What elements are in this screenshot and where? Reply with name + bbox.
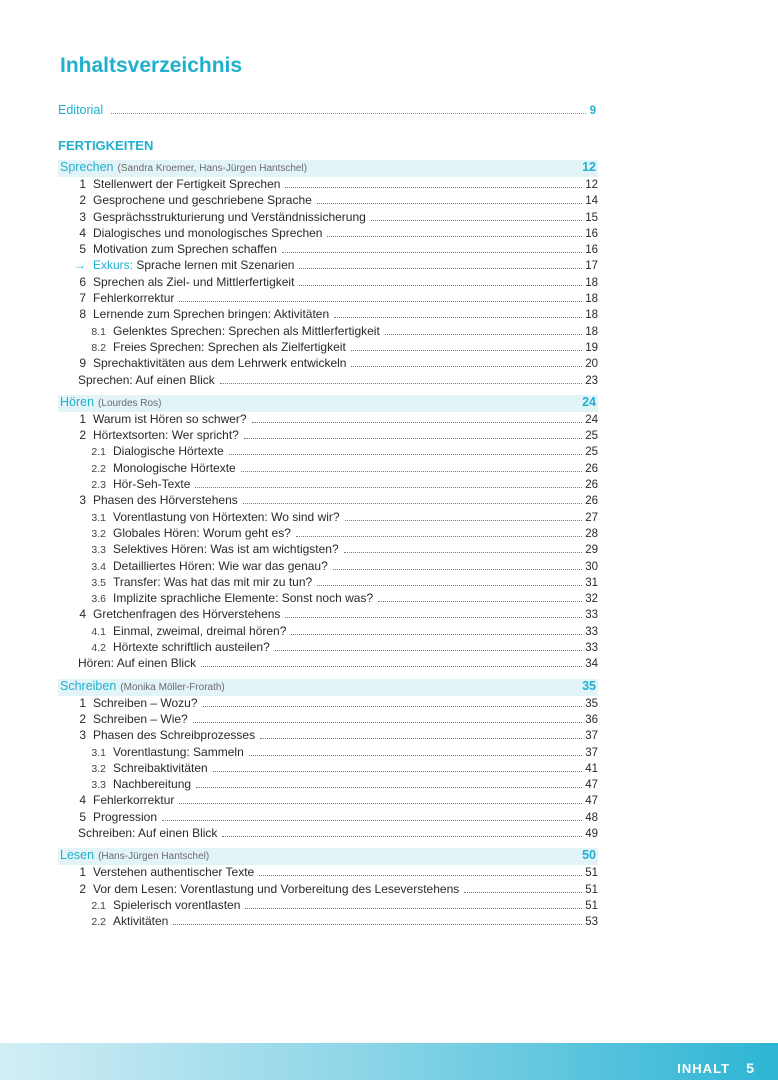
- toc-subentry[interactable]: [58, 745, 598, 761]
- dot-leader: [213, 771, 582, 772]
- toc-entry[interactable]: [58, 728, 598, 744]
- dot-leader: [275, 650, 582, 651]
- entry-page-number: 51: [585, 867, 598, 880]
- entry-label: Schreiben: Auf einen Blick: [78, 825, 218, 840]
- toc-entry[interactable]: [58, 607, 598, 623]
- entry-label: Phasen des Schreibprozesses: [93, 728, 256, 743]
- dot-leader: [162, 820, 582, 821]
- dot-leader: [229, 454, 582, 455]
- entry-number: 7: [79, 291, 86, 306]
- entry-page-number: 30: [585, 560, 598, 573]
- dot-leader: [378, 601, 582, 602]
- entry-number: 3: [79, 728, 86, 743]
- entry-number: 2: [79, 193, 86, 208]
- entry-number: 1: [79, 177, 86, 191]
- entry-number: 6: [79, 274, 86, 289]
- entry-number: 3.3: [91, 779, 106, 792]
- entry-label: Implizite sprachliche Elemente: Sonst noch was?: [113, 591, 374, 606]
- entry-number: 2.1: [91, 446, 106, 459]
- entry-number: 8: [79, 307, 86, 322]
- entry-page-number: 35: [585, 697, 598, 710]
- chapter-author: (Hans-Jürgen Hantschel): [98, 851, 210, 863]
- entry-number: 2.2: [91, 916, 106, 929]
- entry-page-number: 31: [585, 576, 598, 589]
- dot-leader: [285, 617, 582, 618]
- entry-label: Dialogische Hörtexte: [113, 444, 224, 459]
- toc-summary[interactable]: [58, 373, 598, 389]
- entry-label: Freies Sprechen: Sprechen als Zielfertigkeit: [113, 339, 346, 354]
- entry-number: 3.6: [91, 593, 106, 606]
- entry-number: 1: [79, 411, 86, 426]
- dot-leader: [259, 875, 582, 876]
- dot-leader: [345, 520, 583, 521]
- entry-page-number: 12: [585, 179, 598, 191]
- table-of-contents: [58, 160, 598, 930]
- entry-page-number: 47: [585, 795, 598, 808]
- dot-leader: [317, 203, 582, 204]
- entry-page-number: 33: [585, 609, 598, 622]
- section-heading: FERTIGKEITEN: [58, 138, 154, 153]
- toc-entry[interactable]: [58, 882, 598, 898]
- entry-number: 2: [79, 711, 86, 726]
- toc-entry[interactable]: [58, 177, 598, 193]
- entry-label: Aktivitäten: [113, 914, 169, 929]
- entry-number: 3.2: [91, 762, 106, 775]
- entry-label: Hör-Seh-Texte: [113, 477, 191, 492]
- entry-page-number: 53: [585, 916, 598, 929]
- chapter-heading[interactable]: [58, 160, 598, 177]
- entry-page-number: 32: [585, 593, 598, 606]
- entry-label: Detailliertes Hören: Wie war das genau?: [113, 558, 328, 573]
- toc-entry[interactable]: [58, 275, 598, 291]
- chapter-author: (Monika Möller-Frorath): [120, 681, 225, 693]
- toc-subentry[interactable]: [58, 898, 598, 914]
- entry-page-number: 20: [585, 358, 598, 371]
- dot-leader: [299, 285, 582, 286]
- dot-leader: [245, 908, 582, 909]
- entry-label: Vorentlastung von Hörtexten: Wo sind wir?: [113, 509, 340, 524]
- entry-page-number: 18: [585, 309, 598, 322]
- toc-subentry[interactable]: [58, 559, 598, 575]
- dot-leader: [351, 366, 582, 367]
- entry-page-number: 16: [585, 244, 598, 257]
- toc-entry[interactable]: [58, 493, 598, 509]
- chapter-page-number: 24: [582, 394, 596, 409]
- entry-number: 8.1: [91, 325, 106, 338]
- entry-page-number: 26: [585, 479, 598, 492]
- entry-number: 3.3: [91, 544, 106, 557]
- entry-number: 5: [79, 809, 86, 824]
- entry-page-number: 17: [585, 260, 598, 273]
- chapter-heading[interactable]: [58, 848, 598, 865]
- entry-label: Fehlerkorrektur: [93, 793, 175, 808]
- toc-subentry[interactable]: [58, 510, 598, 526]
- dot-leader: [344, 552, 583, 553]
- entry-page-number: 33: [585, 625, 598, 638]
- entry-label: Phasen des Hörverstehens: [93, 493, 238, 508]
- toc-entry[interactable]: [58, 356, 598, 372]
- entry-label: Gesprochene und geschriebene Sprache: [93, 193, 312, 208]
- entry-number: 2: [79, 881, 86, 896]
- chapter-heading[interactable]: [58, 679, 598, 696]
- entry-number: 1: [79, 865, 86, 880]
- entry-number: 3.1: [91, 511, 106, 524]
- entry-label: Sprechen: Auf einen Blick: [78, 372, 215, 387]
- entry-label: Gelenktes Sprechen: Sprechen als Mittlerfertigkeit: [113, 323, 380, 338]
- toc-subentry[interactable]: [58, 761, 598, 777]
- footer-bar: [0, 1043, 778, 1080]
- dot-leader: [334, 317, 582, 318]
- toc-excursus[interactable]: [58, 258, 598, 274]
- dot-leader: [195, 487, 582, 488]
- toc-subentry[interactable]: [58, 575, 598, 591]
- entry-number: 2.3: [91, 479, 106, 492]
- entry-number: 2: [79, 428, 86, 443]
- toc-entry[interactable]: [58, 291, 598, 307]
- dot-leader: [351, 350, 582, 351]
- chapter-page-number: 12: [582, 160, 596, 174]
- dot-leader: [333, 569, 582, 570]
- dot-leader: [299, 268, 582, 269]
- entry-number: 5: [79, 242, 86, 257]
- entry-label: Dialogisches und monologisches Sprechen: [93, 225, 323, 240]
- dot-leader: [201, 666, 582, 667]
- chapter-title: Schreiben: [60, 678, 117, 693]
- entry-page-number: 49: [585, 827, 598, 840]
- dot-leader: [285, 187, 582, 188]
- entry-number: 3.1: [91, 746, 106, 759]
- entry-label: Transfer: Was hat das mit mir zu tun?: [113, 574, 313, 589]
- entry-label: Monologische Hörtexte: [113, 460, 236, 475]
- entry-label: Nachbereitung: [113, 777, 192, 792]
- toc-subentry[interactable]: [58, 444, 598, 460]
- toc-subentry[interactable]: [58, 526, 598, 542]
- toc-subentry[interactable]: [58, 542, 598, 558]
- chapter-heading[interactable]: [58, 395, 598, 412]
- entry-label: Vorentlastung: Sammeln: [113, 744, 244, 759]
- chapter-page-number: 35: [582, 678, 596, 693]
- entry-label: Sprechaktivitäten aus dem Lehrwerk entwickeln: [93, 356, 347, 371]
- entry-page-number: 51: [585, 899, 598, 912]
- toc-subentry[interactable]: [58, 461, 598, 477]
- entry-page-number: 27: [585, 511, 598, 524]
- dot-leader: [243, 503, 582, 504]
- footer-section-label: INHALT: [677, 1061, 730, 1076]
- entry-number: 4: [79, 607, 86, 622]
- entry-label: Selektives Hören: Was ist am wichtigsten?: [113, 542, 339, 557]
- entry-number: 4: [79, 225, 86, 240]
- entry-page-number: 29: [585, 544, 598, 557]
- entry-label: Hörtextsorten: Wer spricht?: [93, 428, 239, 443]
- toc-entry[interactable]: [58, 412, 598, 428]
- entry-page-number: 18: [585, 276, 598, 289]
- entry-label: Schreiben – Wozu?: [93, 695, 198, 710]
- excursus-prefix: Exkurs:: [93, 258, 134, 273]
- entry-label: Spielerisch vorentlasten: [113, 897, 241, 912]
- toc-summary[interactable]: [58, 656, 598, 672]
- entry-page-number: 25: [585, 446, 598, 459]
- toc-entry[interactable]: [58, 307, 598, 323]
- toc-entry[interactable]: [58, 193, 598, 209]
- entry-number: 3.5: [91, 576, 106, 589]
- entry-page-number: 34: [585, 658, 598, 671]
- dot-leader: [203, 706, 583, 707]
- dot-leader: [260, 738, 582, 739]
- entry-label: Fehlerkorrektur: [93, 291, 175, 306]
- entry-page-number: 28: [585, 527, 598, 540]
- arrow-icon: →: [74, 258, 86, 273]
- entry-number: 4: [79, 793, 86, 808]
- entry-number: 1: [79, 695, 86, 710]
- entry-label: Hören: Auf einen Blick: [78, 656, 197, 671]
- entry-page-number: 14: [585, 195, 598, 208]
- editorial-label: Editorial: [58, 103, 104, 117]
- dot-leader: [317, 585, 582, 586]
- entry-number: 2.2: [91, 462, 106, 475]
- toc-entry[interactable]: [58, 810, 598, 826]
- chapter-page-number: 50: [582, 848, 596, 863]
- toc-entry[interactable]: [58, 793, 598, 809]
- toc-entry[interactable]: [58, 712, 598, 728]
- chapter-author: (Sandra Kroemer, Hans-Jürgen Hantschel): [117, 163, 308, 174]
- entry-page-number: 16: [585, 227, 598, 240]
- entry-page-number: 18: [585, 325, 598, 338]
- entry-page-number: 47: [585, 779, 598, 792]
- dot-leader: [282, 252, 582, 253]
- dot-leader: [193, 722, 582, 723]
- toc-subentry[interactable]: [58, 477, 598, 493]
- entry-label: [93, 258, 294, 272]
- entry-page-number: 26: [585, 495, 598, 508]
- entry-page-number: 18: [585, 293, 598, 306]
- entry-label: Globales Hören: Worum geht es?: [113, 525, 291, 540]
- dot-leader: [111, 113, 585, 114]
- toc-subentry[interactable]: [58, 340, 598, 356]
- entry-label: Lernende zum Sprechen bringen: Aktivitäten: [93, 307, 330, 322]
- dot-leader: [327, 236, 582, 237]
- dot-leader: [179, 301, 582, 302]
- entry-label: Progression: [93, 809, 158, 824]
- entry-number: 3.2: [91, 527, 106, 540]
- excursus-title: Sprache lernen mit Szenarien: [136, 258, 295, 273]
- entry-number: 3: [79, 493, 86, 508]
- entry-page-number: 19: [585, 341, 598, 354]
- entry-page-number: 36: [585, 713, 598, 726]
- chapter-title: Hören: [60, 394, 95, 409]
- dot-leader: [241, 471, 582, 472]
- dot-leader: [244, 438, 582, 439]
- toc-subentry[interactable]: [58, 624, 598, 640]
- dot-leader: [222, 836, 582, 837]
- dot-leader: [291, 634, 582, 635]
- entry-label: Vor dem Lesen: Vorentlastung und Vorbereitung des Leseverstehens: [93, 881, 460, 896]
- entry-number: 8.2: [91, 341, 106, 354]
- entry-number: 4.1: [91, 625, 106, 638]
- entry-page-number: 41: [585, 762, 598, 775]
- footer-page-number: 5: [746, 1060, 754, 1076]
- entry-page-number: 51: [585, 883, 598, 896]
- entry-number: 2.1: [91, 899, 106, 912]
- dot-leader: [296, 536, 582, 537]
- toc-subentry[interactable]: [58, 914, 598, 930]
- dot-leader: [220, 383, 582, 384]
- entry-label: Gretchenfragen des Hörverstehens: [93, 607, 281, 622]
- entry-page-number: 23: [585, 374, 598, 387]
- entry-number: 9: [79, 356, 86, 371]
- chapter-title: Lesen: [60, 848, 95, 863]
- toc-summary[interactable]: [58, 826, 598, 842]
- toc-entry[interactable]: [58, 242, 598, 258]
- dot-leader: [249, 755, 582, 756]
- dot-leader: [464, 892, 582, 893]
- entry-page-number: 24: [585, 413, 598, 426]
- entry-label: Schreibaktivitäten: [113, 760, 208, 775]
- chapter-author: (Lourdes Ros): [98, 397, 162, 409]
- entry-label: Verstehen authentischer Texte: [93, 865, 255, 880]
- toc-entry[interactable]: [58, 226, 598, 242]
- entry-page-number: 48: [585, 811, 598, 824]
- editorial-page-number: 9: [589, 105, 596, 117]
- chapter-title: Sprechen: [60, 160, 114, 174]
- entry-label: Hörtexte schriftlich austeilen?: [113, 640, 270, 655]
- entry-label: Gesprächsstrukturierung und Verständnissicherung: [93, 209, 366, 224]
- toc-entry[interactable]: [58, 210, 598, 226]
- entry-label: Motivation zum Sprechen schaffen: [93, 242, 277, 257]
- toc-subentry[interactable]: [58, 324, 598, 340]
- toc-entry[interactable]: [58, 428, 598, 444]
- toc-entry[interactable]: [58, 865, 598, 881]
- toc-entry-editorial[interactable]: [58, 103, 596, 117]
- entry-number: 3.4: [91, 560, 106, 573]
- entry-label: Einmal, zweimal, dreimal hören?: [113, 623, 287, 638]
- toc-subentry[interactable]: [58, 640, 598, 656]
- entry-page-number: 15: [585, 211, 598, 224]
- entry-page-number: 37: [585, 746, 598, 759]
- entry-label: Sprechen als Ziel- und Mittlerfertigkeit: [93, 274, 295, 289]
- toc-entry[interactable]: [58, 696, 598, 712]
- dot-leader: [196, 787, 582, 788]
- entry-page-number: 33: [585, 642, 598, 655]
- dot-leader: [173, 924, 582, 925]
- dot-leader: [371, 220, 582, 221]
- entry-label: Stellenwert der Fertigkeit Sprechen: [93, 177, 281, 191]
- entry-number: 4.2: [91, 642, 106, 655]
- entry-label: Warum ist Hören so schwer?: [93, 411, 247, 426]
- entry-number: 3: [79, 209, 86, 224]
- entry-label: Schreiben – Wie?: [93, 711, 188, 726]
- toc-subentry[interactable]: [58, 777, 598, 793]
- toc-subentry[interactable]: [58, 591, 598, 607]
- entry-page-number: 37: [585, 730, 598, 743]
- entry-page-number: 25: [585, 430, 598, 443]
- page-title: Inhaltsverzeichnis: [60, 54, 243, 77]
- dot-leader: [179, 803, 582, 804]
- entry-page-number: 26: [585, 462, 598, 475]
- dot-leader: [385, 334, 582, 335]
- dot-leader: [252, 422, 583, 423]
